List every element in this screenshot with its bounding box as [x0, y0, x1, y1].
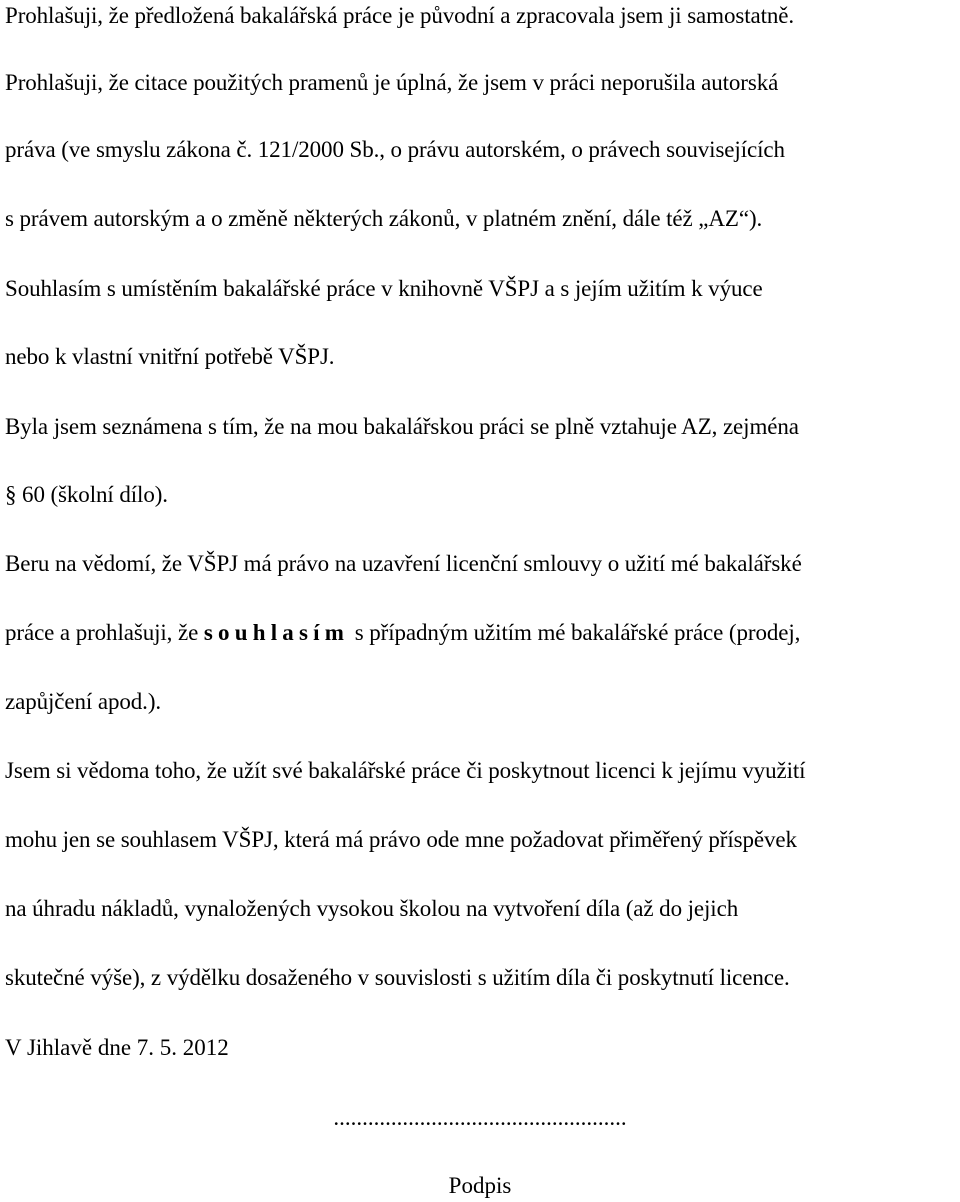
declaration-line-4: s právem autorským a o změně některých zákonů, v platném znění, dále též „AZ“). — [5, 206, 763, 231]
license-line-2 — [5, 619, 800, 647]
consent-emphasis: souhlasím — [203, 620, 350, 645]
declaration-line-1: Prohlašuji, že předložená bakalářská práce je původní a zpracovala jsem ji samostatně. — [5, 3, 795, 28]
license-line-2-after: s případným užitím mé bakalářské práce (prodej, — [349, 620, 801, 645]
declaration-line-3: práva (ve smyslu zákona č. 121/2000 Sb., o právu autorském, o právech souvisejících — [5, 137, 785, 162]
consent-line-1: Souhlasím s umístěním bakalářské práce v knihovně VŠPJ a s jejím užitím k výuce — [5, 276, 763, 301]
license-line-1: Beru na vědomí, že VŠPJ má právo na uzavření licenční smlouvy o užití mé bakalářské — [5, 551, 802, 576]
acknowledgement-line-1: Byla jsem seznámena s tím, že na mou bakalářskou práci se plně vztahuje AZ, zejména — [5, 414, 799, 439]
awareness-line-1: Jsem si vědoma toho, že užít své bakalářské práce či poskytnout licenci k jejímu využití — [5, 758, 806, 783]
signature-line: ................................................... — [333, 1105, 627, 1130]
acknowledgement-line-2: § 60 (školní dílo). — [5, 482, 168, 507]
declaration-line-2: Prohlašuji, že citace použitých pramenů je úplná, že jsem v práci neporušila autorská — [5, 70, 779, 95]
signature-label: Podpis — [448, 1173, 512, 1198]
license-line-2-before: práce a prohlašuji, že — [5, 620, 204, 645]
license-line-3: zapůjčení apod.). — [5, 689, 162, 714]
awareness-line-3: na úhradu nákladů, vynaložených vysokou školou na vytvoření díla (až do jejich — [5, 896, 739, 921]
consent-line-2: nebo k vlastní vnitřní potřebě VŠPJ. — [5, 344, 335, 369]
place-date: V Jihlavě dne 7. 5. 2012 — [5, 1035, 229, 1060]
awareness-line-2: mohu jen se souhlasem VŠPJ, která má právo ode mne požadovat přiměřený příspěvek — [5, 827, 797, 852]
awareness-line-4: skutečné výše), z výdělku dosaženého v souvislosti s užitím díla či poskytnutí licence. — [5, 965, 790, 990]
